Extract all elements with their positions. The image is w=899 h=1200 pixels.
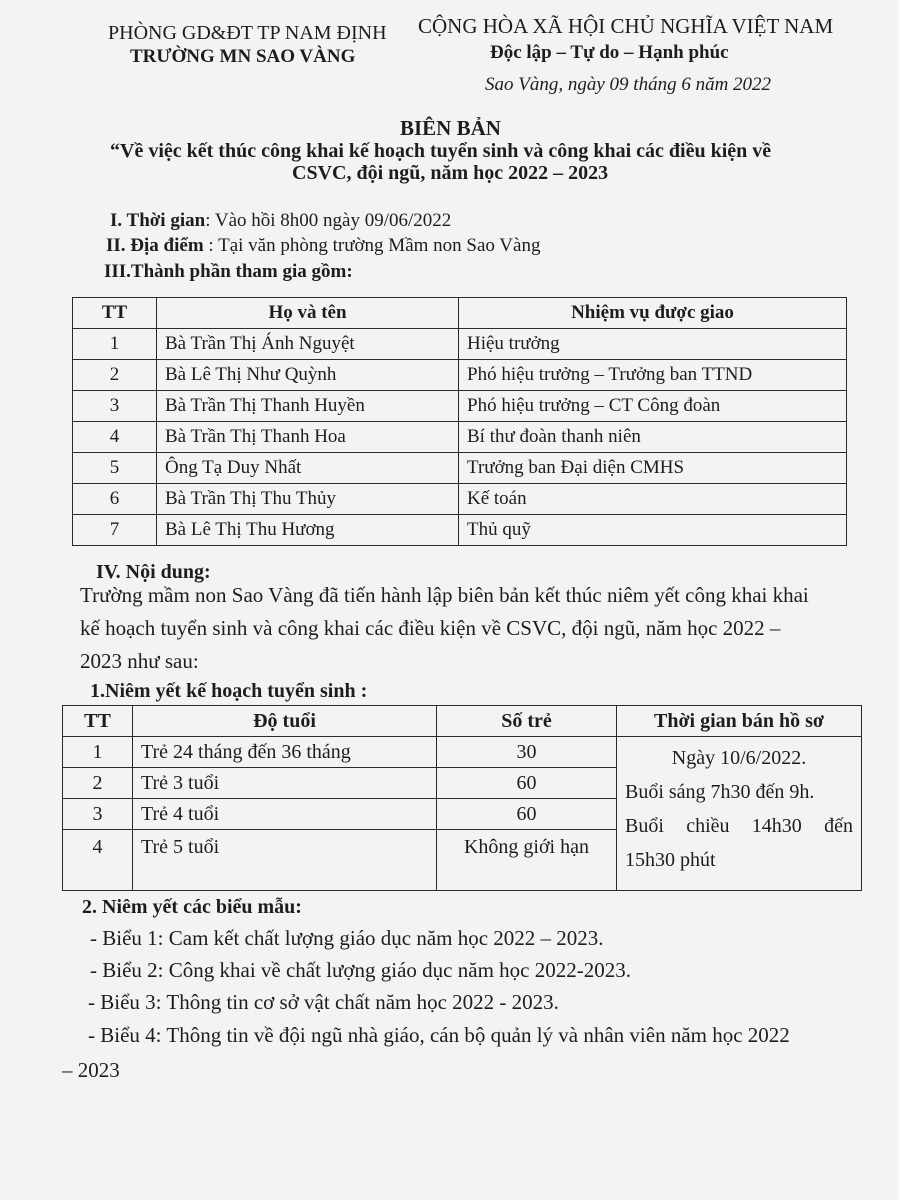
place-line [106,235,540,257]
schedule-cell [617,737,862,891]
schedule-line: Buổi chiều 14h30 đến [625,815,853,837]
forms-label: 2. Niêm yết các biểu mẫu: [82,896,302,918]
members-label: III.Thành phần tham gia gồm: [104,261,353,282]
members-table [72,297,847,546]
col-header: Số trẻ [437,706,617,737]
age-group: Trẻ 5 tuổi [133,830,437,891]
member-role: Thủ quỹ [459,515,847,546]
table-row [73,515,847,546]
content-line-1: Trường mầm non Sao Vàng đã tiến hành lập biên bản kết thúc niêm yết công khai khai [80,583,809,607]
age-group: Trẻ 24 tháng đến 36 tháng [133,737,437,768]
member-name: Bà Lê Thị Như Quỳnh [157,360,459,391]
table-row [73,484,847,515]
form-item: - Biểu 4: Thông tin về đội ngũ nhà giáo, cán bộ quản lý và nhân viên năm học 2022 [88,1023,790,1047]
member-name: Bà Trần Thị Thu Thủy [157,484,459,515]
col-header: TT [73,298,157,329]
row-index: 2 [63,768,133,799]
child-count: 60 [437,799,617,830]
table-row [73,453,847,484]
form-item: - Biểu 1: Cam kết chất lượng giáo dục năm học 2022 – 2023. [90,926,604,950]
place-date: Sao Vàng, ngày 09 tháng 6 năm 2022 [485,74,772,95]
row-index: 1 [73,329,157,360]
member-role: Hiệu trưởng [459,329,847,360]
content-label: IV. Nội dung: [96,561,211,583]
row-index: 6 [73,484,157,515]
col-header: Thời gian bán hồ sơ [617,706,862,737]
doc-subtitle-2: CSVC, đội ngũ, năm học 2022 – 2023 [292,162,609,184]
member-role: Phó hiệu trưởng – Trưởng ban TTND [459,360,847,391]
member-role: Bí thư đoàn thanh niên [459,422,847,453]
member-role: Phó hiệu trưởng – CT Công đoàn [459,391,847,422]
row-index: 2 [73,360,157,391]
dept-name: PHÒNG GD&ĐT TP NAM ĐỊNH [108,22,387,44]
row-index: 1 [63,737,133,768]
table-row [73,329,847,360]
doc-subtitle-1: “Về việc kết thúc công khai kế hoạch tuyển sinh và công khai các điều kiện về [110,140,772,162]
table-header-row [73,298,847,329]
enroll-label: 1.Niêm yết kế hoạch tuyển sinh : [90,680,368,702]
member-name: Ông Tạ Duy Nhất [157,453,459,484]
table-row [63,737,862,768]
form-item: - Biểu 3: Thông tin cơ sở vật chất năm học 2022 - 2023. [88,990,559,1014]
place-label: II. Địa điểm [106,235,204,256]
table-row [73,422,847,453]
schedule-line: 15h30 phút [625,849,716,871]
table-row [73,391,847,422]
schedule-line: Ngày 10/6/2022. [671,747,807,769]
age-group: Trẻ 3 tuổi [133,768,437,799]
row-index: 3 [63,799,133,830]
row-index: 4 [63,830,133,891]
time-line [110,210,451,232]
enrollment-table [62,705,862,891]
member-name: Bà Trần Thị Thanh Hoa [157,422,459,453]
col-header: Họ và tên [157,298,459,329]
member-name: Bà Trần Thị Thanh Huyền [157,391,459,422]
child-count: 30 [437,737,617,768]
row-index: 7 [73,515,157,546]
row-index: 4 [73,422,157,453]
school-name: TRƯỜNG MN SAO VÀNG [130,46,356,67]
row-index: 5 [73,453,157,484]
motto: Độc lập – Tự do – Hạnh phúc [490,42,729,63]
table-row [73,360,847,391]
form-item: - Biểu 2: Công khai về chất lượng giáo dục năm học 2022-2023. [90,958,631,982]
member-name: Bà Trần Thị Ánh Nguyệt [157,329,459,360]
form-item-tail: – 2023 [62,1058,120,1082]
content-line-2: kế hoạch tuyển sinh và công khai các điều kiện về CSVC, đội ngũ, năm học 2022 – [80,616,781,640]
col-header: TT [63,706,133,737]
child-count: 60 [437,768,617,799]
age-group: Trẻ 4 tuổi [133,799,437,830]
col-header: Nhiệm vụ được giao [459,298,847,329]
doc-title: BIÊN BẢN [400,116,501,140]
table-header-row [63,706,862,737]
schedule-line: Buổi sáng 7h30 đến 9h. [625,781,815,803]
col-header: Độ tuổi [133,706,437,737]
republic-name: CỘNG HÒA XÃ HỘI CHỦ NGHĨA VIỆT NAM [418,14,834,38]
time-label: I. Thời gian [110,210,206,231]
member-name: Bà Lê Thị Thu Hương [157,515,459,546]
row-index: 3 [73,391,157,422]
member-role: Trưởng ban Đại diện CMHS [459,453,847,484]
time-text: : Vào hồi 8h00 ngày 09/06/2022 [205,210,452,231]
member-role: Kế toán [459,484,847,515]
place-text: : Tại văn phòng trường Mầm non Sao Vàng [203,235,541,256]
child-count: Không giới hạn [437,830,617,891]
content-line-3: 2023 như sau: [80,649,199,673]
